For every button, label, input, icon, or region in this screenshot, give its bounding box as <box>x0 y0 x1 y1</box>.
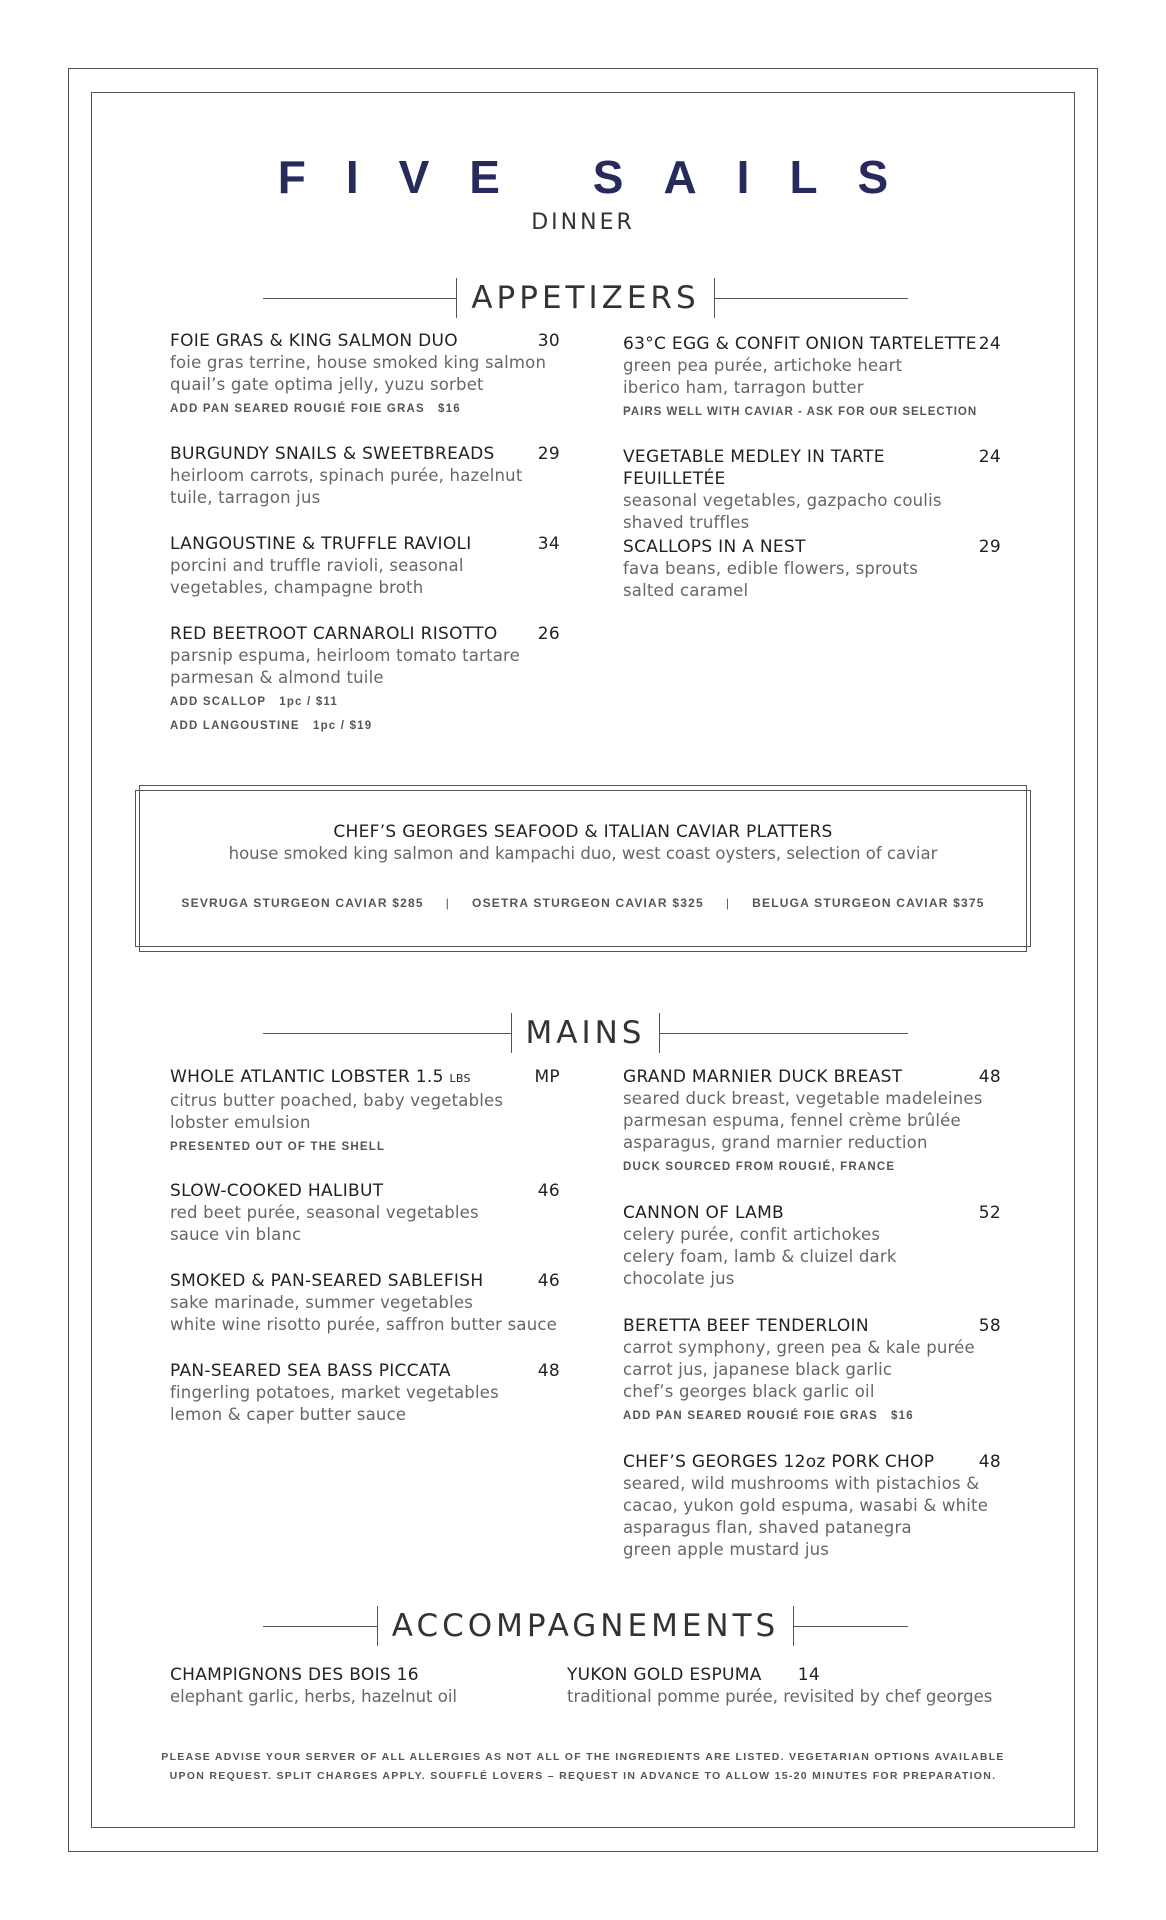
item-addon-note: ADD PAN SEARED ROUGIÉ FOIE GRAS $16 <box>623 1410 914 1422</box>
item-price: 24 <box>978 334 1001 354</box>
item-description: quail’s gate optima jelly, yuzu sorbet <box>170 375 484 394</box>
menu-item <box>170 1066 560 1156</box>
item-description: carrot jus, japanese black garlic <box>623 1360 893 1379</box>
menu-item <box>170 623 560 735</box>
item-price: 48 <box>978 1067 1001 1087</box>
item-addon-note: PAIRS WELL WITH CAVIAR - ASK FOR OUR SELECTION <box>623 406 978 418</box>
item-price: 52 <box>978 1203 1001 1223</box>
item-description: parmesan & almond tuile <box>170 668 384 687</box>
item-name: YUKON GOLD ESPUMA <box>567 1665 762 1685</box>
menu-item <box>623 1202 1001 1290</box>
section-title-accompagnements: ACCOMPAGNEMENTS <box>391 1608 780 1644</box>
section-title-appetizers: APPETIZERS <box>471 280 700 316</box>
section-header-appetizers <box>263 276 908 320</box>
caviar-option: SEVRUGA STURGEON CAVIAR $285 <box>181 896 424 910</box>
item-description: green pea purée, artichoke heart <box>623 356 903 375</box>
menu-item <box>170 533 560 599</box>
divider-line <box>660 1033 908 1034</box>
divider-line <box>263 1033 511 1034</box>
allergy-disclaimer <box>0 1748 1166 1786</box>
item-description: heirloom carrots, spinach purée, hazelnut <box>170 466 523 485</box>
item-description: citrus butter poached, baby vegetables <box>170 1091 504 1110</box>
item-description: red beet purée, seasonal vegetables <box>170 1203 479 1222</box>
item-addon-note: ADD PAN SEARED ROUGIÉ FOIE GRAS $16 <box>170 403 461 415</box>
item-name: SMOKED & PAN-SEARED SABLEFISH <box>170 1271 484 1291</box>
disclaimer-line: PLEASE ADVISE YOUR SERVER OF ALL ALLERGIES AS NOT ALL OF THE INGREDIENTS ARE LISTED. VEGETARIAN OPTIONS AVAILABLE <box>161 1751 1005 1763</box>
item-description: green apple mustard jus <box>623 1540 830 1559</box>
item-price: 29 <box>537 444 560 464</box>
menu-item <box>170 330 560 418</box>
item-description: carrot symphony, green pea & kale purée <box>623 1338 975 1357</box>
item-description: vegetables, champagne broth <box>170 578 424 597</box>
item-price: 58 <box>978 1316 1001 1336</box>
item-description: seasonal vegetables, gazpacho coulis <box>623 491 942 510</box>
caviar-box-border <box>135 790 1031 947</box>
divider-line <box>263 1626 377 1627</box>
menu-item <box>623 1315 1001 1425</box>
item-price: 26 <box>537 624 560 644</box>
item-description: celery foam, lamb & cluizel dark <box>623 1247 897 1266</box>
item-description: parmesan espuma, fennel crème brûlée <box>623 1111 961 1130</box>
item-description: salted caramel <box>623 581 749 600</box>
item-description: traditional pomme purée, revisited by chef georges <box>567 1687 993 1706</box>
item-name: RED BEETROOT CARNAROLI RISOTTO <box>170 624 498 644</box>
section-header-accompagnements <box>263 1604 908 1648</box>
item-description: cacao, yukon gold espuma, wasabi & white <box>623 1496 989 1515</box>
item-price: MP <box>534 1067 560 1087</box>
restaurant-name: FIVE SAILS <box>277 151 929 203</box>
menu-subtitle: DINNER <box>531 210 635 235</box>
item-addon-note: ADD SCALLOP 1pc / $11 <box>170 696 338 708</box>
item-description: sauce vin blanc <box>170 1225 302 1244</box>
caviar-platter-title: CHEF’S GEORGES SEAFOOD & ITALIAN CAVIAR PLATTERS <box>333 822 833 842</box>
item-description: seared, wild mushrooms with pistachios & <box>623 1474 980 1493</box>
section-header-mains <box>263 1011 908 1055</box>
item-price: 34 <box>537 534 560 554</box>
item-description: porcini and truffle ravioli, seasonal <box>170 556 464 575</box>
divider-line <box>794 1626 908 1627</box>
item-name: CANNON OF LAMB <box>623 1203 785 1223</box>
menu-item <box>623 333 1001 421</box>
caviar-option: BELUGA STURGEON CAVIAR $375 <box>752 896 985 910</box>
item-description: tuile, tarragon jus <box>170 488 321 507</box>
item-name: GRAND MARNIER DUCK BREAST <box>623 1067 903 1087</box>
menu-item <box>623 1066 1001 1176</box>
item-description: chef’s georges black garlic oil <box>623 1382 875 1401</box>
divider-line <box>715 298 908 299</box>
item-description: chocolate jus <box>623 1269 735 1288</box>
item-addon-note: PRESENTED OUT OF THE SHELL <box>170 1141 386 1153</box>
item-description: sake marinade, summer vegetables <box>170 1293 474 1312</box>
item-description: seared duck breast, vegetable madeleines <box>623 1089 983 1108</box>
menu-item <box>170 1360 560 1426</box>
item-price: 48 <box>537 1361 560 1381</box>
caviar-platter-description: house smoked king salmon and kampachi duo, west coast oysters, selection of caviar <box>228 844 938 863</box>
item-unit: LBS <box>449 1072 471 1085</box>
item-name: BERETTA BEEF TENDERLOIN <box>623 1316 869 1336</box>
item-name <box>170 1066 471 1090</box>
section-title-mains: MAINS <box>525 1015 646 1051</box>
item-description: white wine risotto purée, saffron butter sauce <box>170 1315 557 1334</box>
side-dish-item <box>567 1664 992 1708</box>
item-addon-note: ADD LANGOUSTINE 1pc / $19 <box>170 720 373 732</box>
item-price: 14 <box>797 1665 820 1685</box>
caviar-option: OSETRA STURGEON CAVIAR $325 <box>472 896 704 910</box>
menu-item <box>623 446 1001 534</box>
item-description: lemon & caper butter sauce <box>170 1405 407 1424</box>
item-addon-note: DUCK SOURCED FROM ROUGIÉ, FRANCE <box>623 1161 896 1173</box>
item-name: BURGUNDY SNAILS & SWEETBREADS <box>170 444 495 464</box>
menu-item <box>623 536 1001 602</box>
item-name: SLOW-COOKED HALIBUT <box>170 1181 384 1201</box>
item-description: shaved truffles <box>623 513 750 532</box>
item-description: asparagus flan, shaved patanegra <box>623 1518 912 1537</box>
item-price: 29 <box>978 537 1001 557</box>
side-dish-item <box>170 1664 457 1708</box>
item-name-text: WHOLE ATLANTIC LOBSTER 1.5 <box>170 1067 444 1087</box>
caviar-separator: | <box>725 896 731 910</box>
item-name: 63°C EGG & CONFIT ONION TARTELETTE <box>623 334 977 354</box>
item-price: 24 <box>978 447 1001 467</box>
menu-item <box>170 1270 560 1336</box>
item-name: FOIE GRAS & KING SALMON DUO <box>170 331 458 351</box>
item-price: 30 <box>537 331 560 351</box>
item-description: asparagus, grand marnier reduction <box>623 1133 928 1152</box>
disclaimer-line: UPON REQUEST. SPLIT CHARGES APPLY. SOUFFLÉ LOVERS – REQUEST IN ADVANCE TO ALLOW 15-20 MINUTES FOR PREPARATION. <box>169 1770 997 1782</box>
item-name: CHEF’S GEORGES 12oz PORK CHOP <box>623 1452 935 1472</box>
item-description: foie gras terrine, house smoked king salmon <box>170 353 547 372</box>
menu-item <box>170 443 560 509</box>
item-price: 46 <box>537 1181 560 1201</box>
menu-item <box>623 1451 1001 1561</box>
item-name: LANGOUSTINE & TRUFFLE RAVIOLI <box>170 534 472 554</box>
item-description: fingerling potatoes, market vegetables <box>170 1383 499 1402</box>
item-description: fava beans, edible flowers, sprouts <box>623 559 919 578</box>
item-description: parsnip espuma, heirloom tomato tartare <box>170 646 521 665</box>
menu-item <box>170 1180 560 1246</box>
caviar-options <box>0 896 1166 910</box>
item-name: SCALLOPS IN A NEST <box>623 537 806 557</box>
caviar-separator: | <box>445 896 451 910</box>
divider-line <box>263 298 456 299</box>
item-description: lobster emulsion <box>170 1113 311 1132</box>
item-name: CHAMPIGNONS DES BOIS 16 <box>170 1665 419 1685</box>
item-description: celery purée, confit artichokes <box>623 1225 881 1244</box>
item-price: 46 <box>537 1271 560 1291</box>
item-description: iberico ham, tarragon butter <box>623 378 864 397</box>
item-name: PAN-SEARED SEA BASS PICCATA <box>170 1361 451 1381</box>
item-price: 48 <box>978 1452 1001 1472</box>
item-name: VEGETABLE MEDLEY IN TARTE FEUILLETÉE <box>623 447 885 489</box>
item-description: elephant garlic, herbs, hazelnut oil <box>170 1687 458 1706</box>
